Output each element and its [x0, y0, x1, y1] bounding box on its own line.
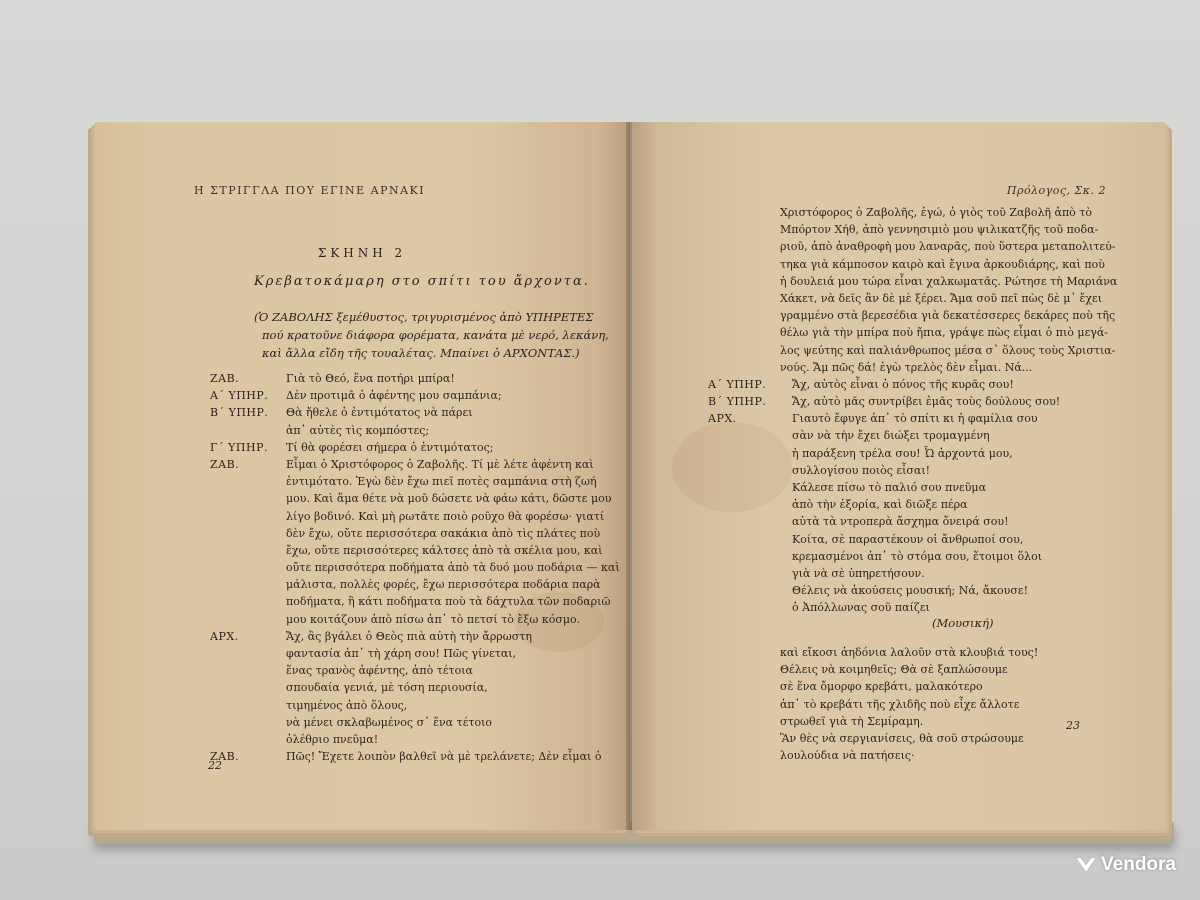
vendora-logo-icon	[1075, 856, 1097, 874]
dialogue-line: καὶ εἴκοσι ἀηδόνια λαλοῦν στὰ κλουβιά τους!	[780, 646, 1039, 659]
dialogue-text: ποδήματα, ἢ κάτι ποδήματα ποὺ τὰ δάχτυλα τῶν ποδαριῶ	[286, 595, 611, 609]
running-head-right: Πρόλογος, Σκ. 2	[1006, 184, 1106, 197]
dialogue-line	[744, 496, 1144, 513]
dialogue-text: Θὰ ἤθελε ὁ ἐντιμότατος νὰ πάρει	[286, 406, 473, 420]
scene-place: Κρεβατοκάμαρη στο σπίτι του ἄρχοντα.	[254, 274, 590, 289]
speaker-name: Α΄ ΥΠΗΡ.	[210, 389, 269, 403]
dialogue-text: Θέλεις νὰ ἀκούσεις μουσική; Νά, ἄκουσε!	[792, 584, 1028, 598]
dialogue-line	[744, 342, 1144, 359]
dialogue-line	[744, 479, 1144, 496]
dialogue-line	[744, 427, 1144, 444]
dialogue-text: Δὲν προτιμᾶ ὁ ἀφέντης μου σαμπάνια;	[286, 389, 502, 403]
dialogue-line	[744, 204, 1144, 221]
dialogue-text: συλλογίσου ποιὸς εἶσαι!	[792, 463, 931, 477]
dialogue-text: σὰν νὰ τὴν ἔχει διώξει τρομαγμένη	[792, 429, 990, 443]
dialogue-right-continued	[780, 644, 1160, 764]
vendora-watermark	[1075, 854, 1176, 876]
dialogue-line	[210, 576, 630, 593]
dialogue-line	[744, 565, 1144, 582]
dialogue-text: ἐντιμότατο. Ἐγὼ δὲν ἔχω πιεῖ ποτὲς σαμπάνια στὴ ζωή	[286, 475, 597, 489]
dialogue-line: Ἂν θὲς νὰ σεργιανίσεις, θὰ σοῦ στρώσουμε	[780, 731, 1024, 745]
dialogue-text: Τί θὰ φορέσει σήμερα ὁ ἐντιμότατος;	[286, 440, 494, 454]
dialogue-line	[210, 490, 630, 507]
dialogue-text: λίγο βοδινό. Καὶ μὴ ρωτᾶτε ποιὸ ροῦχο θὰ φορέσω· γιατί	[286, 509, 605, 523]
dialogue-text: γραμμένο στὰ βερεσέδια γιὰ δεκατέσσερες δεκάρες ποὺ τῆς	[780, 309, 1116, 323]
dialogue-line: λουλούδια νὰ πατήσεις·	[780, 749, 915, 763]
dialogue-text: Ἄχ, αὐτὸς εἶναι ὁ πόνος τῆς κυρᾶς σου!	[792, 377, 1014, 391]
dialogue-line	[210, 404, 630, 421]
dialogue-line	[744, 531, 1144, 548]
dialogue-line	[744, 324, 1144, 341]
dialogue-line	[744, 548, 1144, 565]
dialogue-line	[708, 410, 1144, 427]
dialogue-text: οὔτε περισσότερα ποδήματα ἀπὸ τὰ δυό μου ποδάρια — καὶ	[286, 561, 620, 575]
dialogue-line	[744, 445, 1144, 462]
dialogue-text: Μπόρτον Χήθ, ἀπὸ γεννησιμιὸ μου ψιλικατζῆς τοῦ ποδα-	[780, 223, 1099, 237]
dialogue-line: Θέλεις νὰ κοιμηθεῖς; Θὰ σὲ ξαπλώσουμε	[780, 663, 1008, 677]
speaker-name: ΑΡΧ.	[210, 629, 239, 643]
dialogue-line	[210, 542, 630, 559]
speaker-name: ΖΑΒ.	[210, 457, 240, 471]
dialogue-line	[210, 593, 630, 610]
dialogue-text: ἔχω, οὔτε περισσότερες κάλτσες ἀπὸ τὰ σκέλια μου, καὶ	[286, 543, 603, 557]
dialogue-line	[210, 370, 630, 387]
dialogue-line	[744, 238, 1144, 255]
dialogue-line	[210, 456, 630, 473]
dialogue-text: νὰ μένει σκλαβωμένος σ᾿ ἕνα τέτοιο	[286, 715, 493, 729]
dialogue-text: τιμημένος ἀπὸ ὅλους,	[286, 698, 408, 712]
stage-direction	[254, 308, 614, 362]
dialogue-text: ἡ παράξενη τρέλα σου! Ὦ ἀρχοντά μου,	[792, 446, 1013, 460]
dialogue-text: νούς. Ἄμ πῶς δά! ἐγὼ τρελὸς δὲν εἶμαι. Νά...	[780, 360, 1033, 374]
dialogue-text: ἀπ᾿ αὐτὲς τὶς κομπόστες;	[286, 423, 430, 437]
dialogue-text: μου κοιτάζουν ἀπὸ πίσω ἀπ᾿ τὸ πετσί τὸ ἔξω κόσμο.	[286, 612, 581, 626]
dialogue-line	[210, 714, 630, 731]
dialogue-line	[210, 645, 630, 662]
dialogue-line	[210, 731, 630, 748]
dialogue-text: Κοίτα, σὲ παραστέκουν οἱ ἄνθρωποί σου,	[792, 532, 1024, 546]
dialogue-line	[210, 559, 630, 576]
running-head-left: Η ΣΤΡΙΓΓΛΑ ΠΟΥ ΕΓΙΝΕ ΑΡΝΑΚΙ	[194, 184, 426, 197]
dialogue-text: Χάκετ, νὰ δεῖς ἂν δὲ μὲ ξέρει. Ἄμα σοῦ πεῖ πὼς δὲ μ᾿ ἔχει	[780, 291, 1103, 305]
dialogue-text: μου. Καὶ ἅμα θέτε νὰ μοῦ δώσετε νὰ φάω κάτι, δῶστε μου	[286, 492, 612, 506]
open-book	[88, 122, 1176, 844]
dialogue-right	[708, 204, 1144, 617]
dialogue-text: σπουδαία γενιά, μὲ τόση περιουσία,	[286, 681, 488, 695]
dialogue-text: Εἶμαι ὁ Χριστόφορος ὁ Ζαβολῆς. Τί μὲ λέτε ἀφέντη καὶ	[286, 457, 594, 471]
dialogue-left	[210, 370, 630, 765]
stage-direction-music: (Μουσική)	[932, 616, 994, 630]
dialogue-line	[210, 525, 630, 542]
dialogue-line	[744, 599, 1144, 616]
left-page	[94, 122, 630, 830]
dialogue-text: Κάλεσε πίσω τὸ παλιό σου πνεῦμα	[792, 481, 986, 494]
dialogue-line: σὲ ἕνα ὄμορφο κρεβάτι, μαλακότερο	[780, 680, 983, 694]
dialogue-line	[744, 273, 1144, 290]
dialogue-line	[210, 679, 630, 696]
dialogue-text: ὀλέθριο πνεῦμα!	[286, 732, 379, 746]
page-number-left: 22	[208, 759, 222, 772]
dialogue-line	[744, 307, 1144, 324]
speaker-name: Β΄ ΥΠΗΡ.	[708, 395, 767, 409]
dialogue-line	[210, 422, 630, 439]
dialogue-text: Πῶς! Ἔχετε λοιπὸν βαλθεῖ νὰ μὲ τρελάνετε; Δὲν εἶμαι ὁ	[286, 750, 602, 764]
page-number-right: 23	[1066, 719, 1080, 732]
dialogue-line	[744, 221, 1144, 238]
dialogue-line	[708, 376, 1144, 393]
dialogue-line	[744, 256, 1144, 273]
dialogue-line	[210, 697, 630, 714]
dialogue-line	[210, 611, 630, 628]
dialogue-text: Γιὰ τὸ Θεό, ἕνα ποτήρι μπίρα!	[286, 372, 455, 385]
dialogue-text: Ἄχ, ἂς βγάλει ὁ Θεὸς πιὰ αὐτὴ τὴν ἄρρωστη	[286, 629, 532, 643]
dialogue-text: Χριστόφορος ὁ Ζαβολῆς, ἐγώ, ὁ γιὸς τοῦ Ζαβολῆ ἀπὸ τὸ	[780, 206, 1093, 219]
right-page	[632, 122, 1166, 830]
watermark-text: Vendora	[1101, 854, 1176, 875]
dialogue-line	[744, 290, 1144, 307]
stage-direction-line: καὶ ἄλλα εἴδη τῆς τουαλέτας. Μπαίνει ὁ ΑΡΧΟΝΤΑΣ.)	[262, 346, 580, 360]
dialogue-text: κρεμασμένοι ἀπ᾿ τὸ στόμα σου, ἕτοιμοι ὅλοι	[792, 549, 1043, 563]
dialogue-text: Ἄχ, αὐτὸ μᾶς συντρίβει ἐμᾶς τοὺς δούλους σου!	[792, 395, 1061, 409]
speaker-name: ΖΑΒ.	[210, 750, 240, 764]
dialogue-line	[210, 748, 630, 765]
dialogue-line	[210, 508, 630, 525]
stage-direction-line: (Ὁ ΖΑΒΟΛΗΣ ξεμέθυστος, τριγυρισμένος ἀπὸ ΥΠΗΡΕΤΕΣ	[254, 310, 594, 324]
dialogue-text: τηκα γιὰ κάμποσον καιρὸ καὶ ἔγινα ἀρκουδιάρης, καὶ ποὺ	[780, 257, 1105, 271]
dialogue-line	[210, 628, 630, 645]
speaker-name: Γ΄ ΥΠΗΡ.	[210, 440, 268, 454]
speaker-name: Β΄ ΥΠΗΡ.	[210, 406, 269, 420]
dialogue-text: ριοῦ, ἀπὸ ἀναθροφὴ μου λαναρᾶς, ποὺ ὕστερα μεταπολιτεύ-	[780, 240, 1116, 254]
dialogue-text: ἡ δουλειά μου τώρα εἶναι χαλκωματᾶς. Ρώτησε τὴ Μαριάνα	[780, 274, 1118, 288]
dialogue-line	[744, 582, 1144, 599]
speaker-name: ΑΡΧ.	[708, 412, 737, 426]
dialogue-line	[210, 387, 630, 404]
dialogue-text: Γιαυτὸ ἔφυγε ἀπ᾿ τὸ σπίτι κι ἡ φαμίλια σου	[792, 412, 1038, 426]
dialogue-line	[708, 393, 1144, 410]
dialogue-line	[210, 473, 630, 490]
stage-direction-line: πού κρατοῦνε διάφορα φορέματα, κανάτα μὲ νερό, λεκάνη,	[262, 328, 609, 342]
dialogue-text: ἕνας τρανὸς ἀφέντης, ἀπὸ τέτοια	[286, 664, 473, 678]
speaker-name: ΖΑΒ.	[210, 372, 240, 385]
dialogue-line	[744, 359, 1144, 376]
dialogue-line: ἀπ᾿ τὸ κρεβάτι τῆς χλιδῆς ποὺ εἶχε ἄλλοτε	[780, 697, 1020, 711]
dialogue-text: δὲν ἔχω, οὔτε περισσότερα σακάκια ἀπὸ τὶς πλάτες ποὺ	[286, 526, 601, 540]
dialogue-text: ἀπὸ τὴν ἐξορία, καὶ διῶξε πέρα	[792, 498, 968, 512]
dialogue-text: θέλω γιὰ τὴν μπίρα ποὺ ἤπια, γράψε πὼς εἶμαι ὁ πιὸ μεγά-	[780, 326, 1108, 340]
dialogue-line	[210, 439, 630, 456]
dialogue-text: αὐτὰ τὰ ντροπερὰ ἄσχημα ὄνειρά σου!	[792, 515, 1009, 529]
speaker-name: Α΄ ΥΠΗΡ.	[708, 377, 767, 391]
dialogue-text: μάλιστα, πολλὲς φορές, ἔχω περισσότερα ποδάρια παρὰ	[286, 578, 601, 592]
dialogue-line: στρωθεῖ γιὰ τὴ Σεμίραμη.	[780, 714, 924, 728]
dialogue-line	[744, 513, 1144, 530]
dialogue-text: ὁ Ἀπόλλωνας σοῦ παίζει	[792, 601, 930, 615]
dialogue-line	[744, 462, 1144, 479]
dialogue-line	[210, 662, 630, 679]
dialogue-text: γιὰ νὰ σὲ ὑπηρετήσουν.	[792, 566, 925, 580]
dialogue-text: φαντασία ἀπ᾿ τὴ χάρη σου! Πῶς γίνεται,	[286, 647, 517, 660]
dialogue-text: λος ψεύτης καὶ παλιάνθρωπος μέσα σ᾿ ὅλους τοὺς Χριστια-	[780, 343, 1116, 357]
scene-title: ΣΚΗΝΗ 2	[317, 246, 407, 260]
